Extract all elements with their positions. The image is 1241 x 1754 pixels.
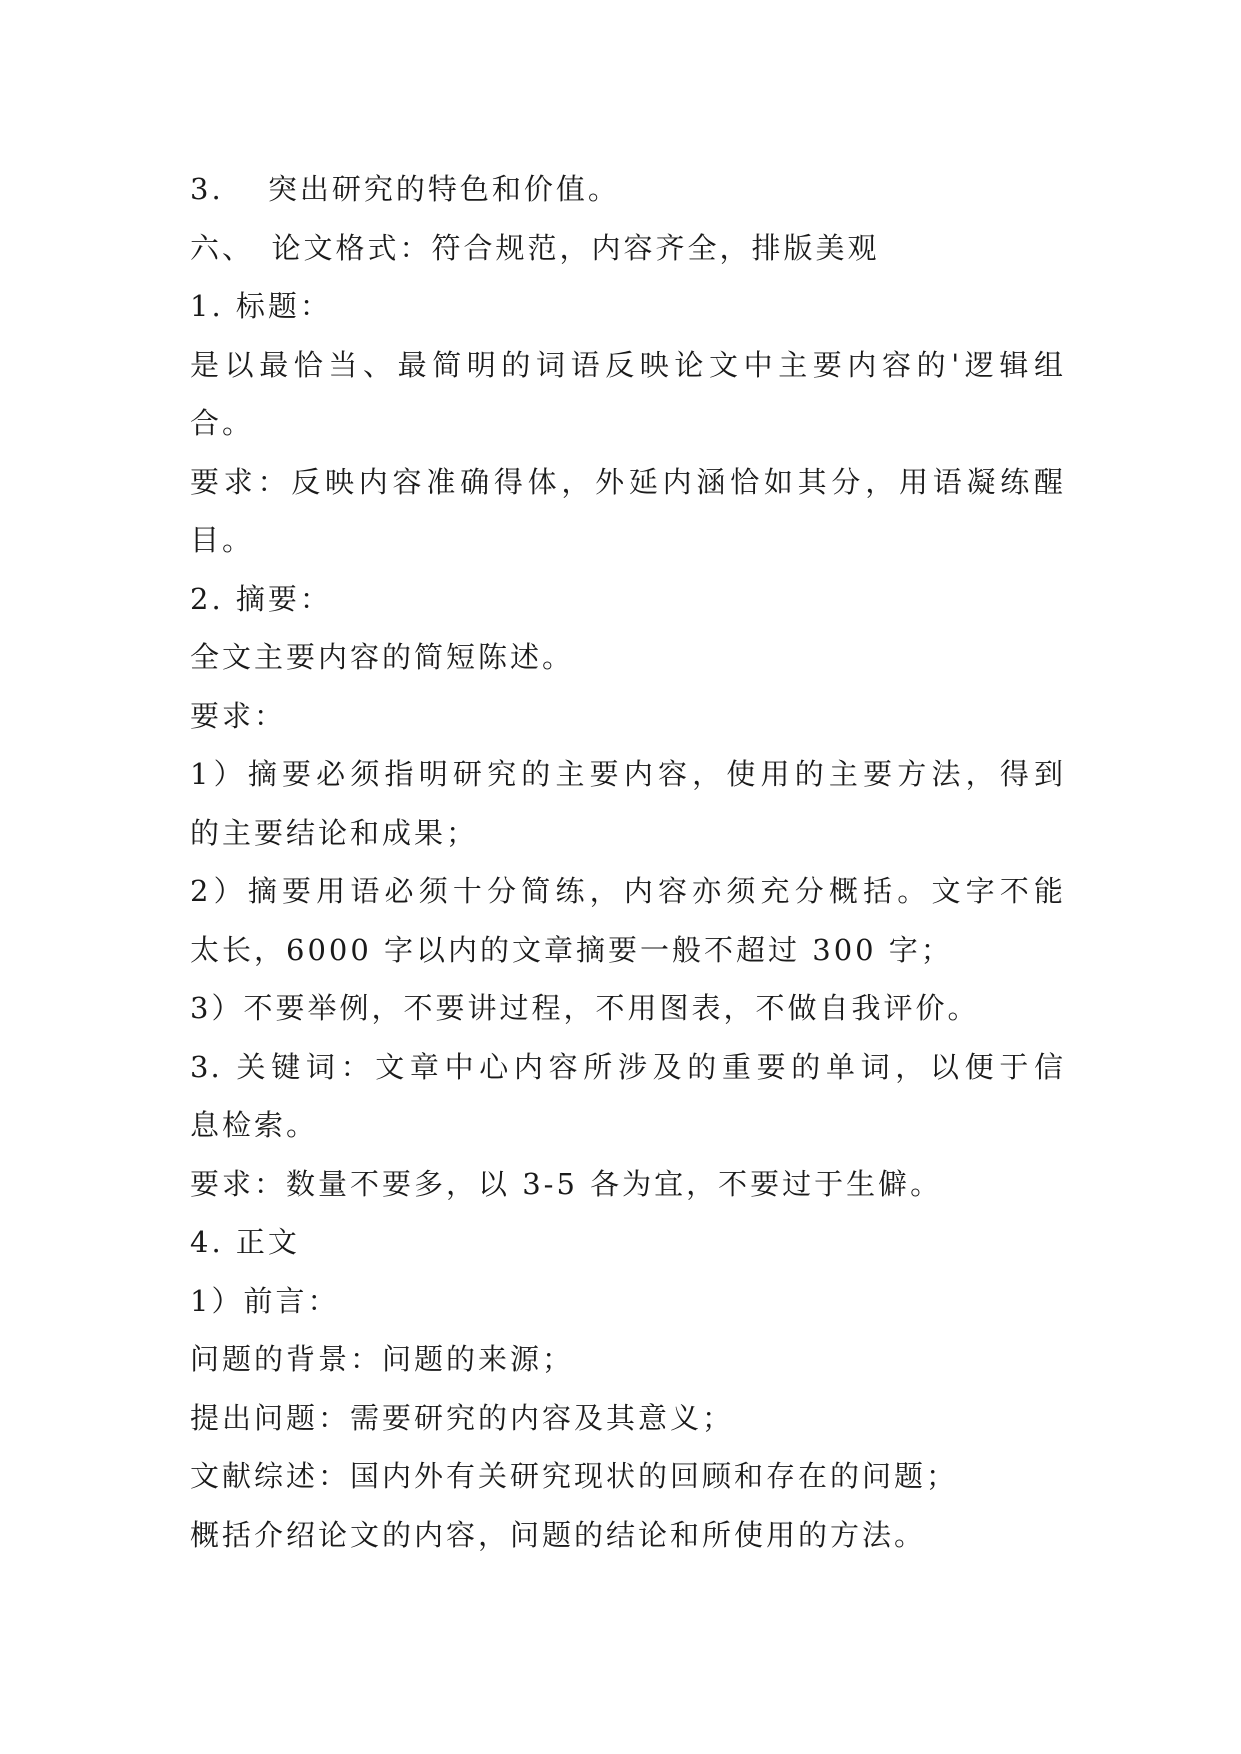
line-feature-value: 3. 突出研究的特色和价值。: [190, 172, 620, 206]
line-preface-problem: 提出问题：需要研究的内容及其意义；: [190, 1400, 735, 1435]
line-keywords-heading: 3. 关键词：文章中心内容所涉及的重要的单词，以便于信: [190, 1049, 1065, 1084]
line-title-heading: 1. 标题：: [190, 289, 332, 323]
line-abstract-req-1-end: 的主要结论和成果；: [190, 815, 479, 850]
line-abstract-requirement-label: 要求：: [190, 698, 287, 733]
line-abstract-definition: 全文主要内容的简短陈述。: [190, 640, 575, 674]
line-title-requirement: 要求：反映内容准确得体，外延内涵恰如其分，用语凝练醒: [190, 464, 1065, 499]
line-abstract-req-2-end: 太长，6000 字以内的文章摘要一般不超过 300 字；: [190, 932, 953, 967]
line-preface-literature: 文献综述：国内外有关研究现状的回顾和存在的问题；: [190, 1459, 959, 1493]
line-section-six-heading: 六、 论文格式：符合规范，内容齐全，排版美观: [190, 230, 880, 265]
document-body: [190, 160, 1065, 1564]
line-keywords-requirement: 要求：数量不要多，以 3-5 各为宜，不要过于生僻。: [190, 1166, 943, 1201]
line-abstract-req-3: 3）不要举例，不要讲过程，不用图表，不做自我评价。: [190, 991, 980, 1025]
line-title-definition-end: 合。: [190, 406, 255, 440]
line-abstract-req-2: 2）摘要用语必须十分简练，内容亦须充分概括。文字不能: [190, 874, 1065, 908]
line-title-definition: 是以最恰当、最简明的词语反映论文中主要内容的'逻辑组: [190, 347, 1065, 382]
line-title-requirement-end: 目。: [190, 523, 255, 557]
line-abstract-req-1: 1）摘要必须指明研究的主要内容，使用的主要方法，得到: [190, 757, 1065, 791]
line-keywords-heading-end: 息检索。: [190, 1108, 319, 1142]
line-preface-heading: 1）前言：: [190, 1283, 340, 1318]
line-abstract-heading: 2. 摘要：: [190, 581, 332, 616]
line-preface-summary: 概括介绍论文的内容，问题的结论和所使用的方法。: [190, 1517, 927, 1552]
line-preface-background: 问题的背景：问题的来源；: [190, 1342, 575, 1376]
line-body-heading: 4. 正文: [190, 1225, 300, 1259]
